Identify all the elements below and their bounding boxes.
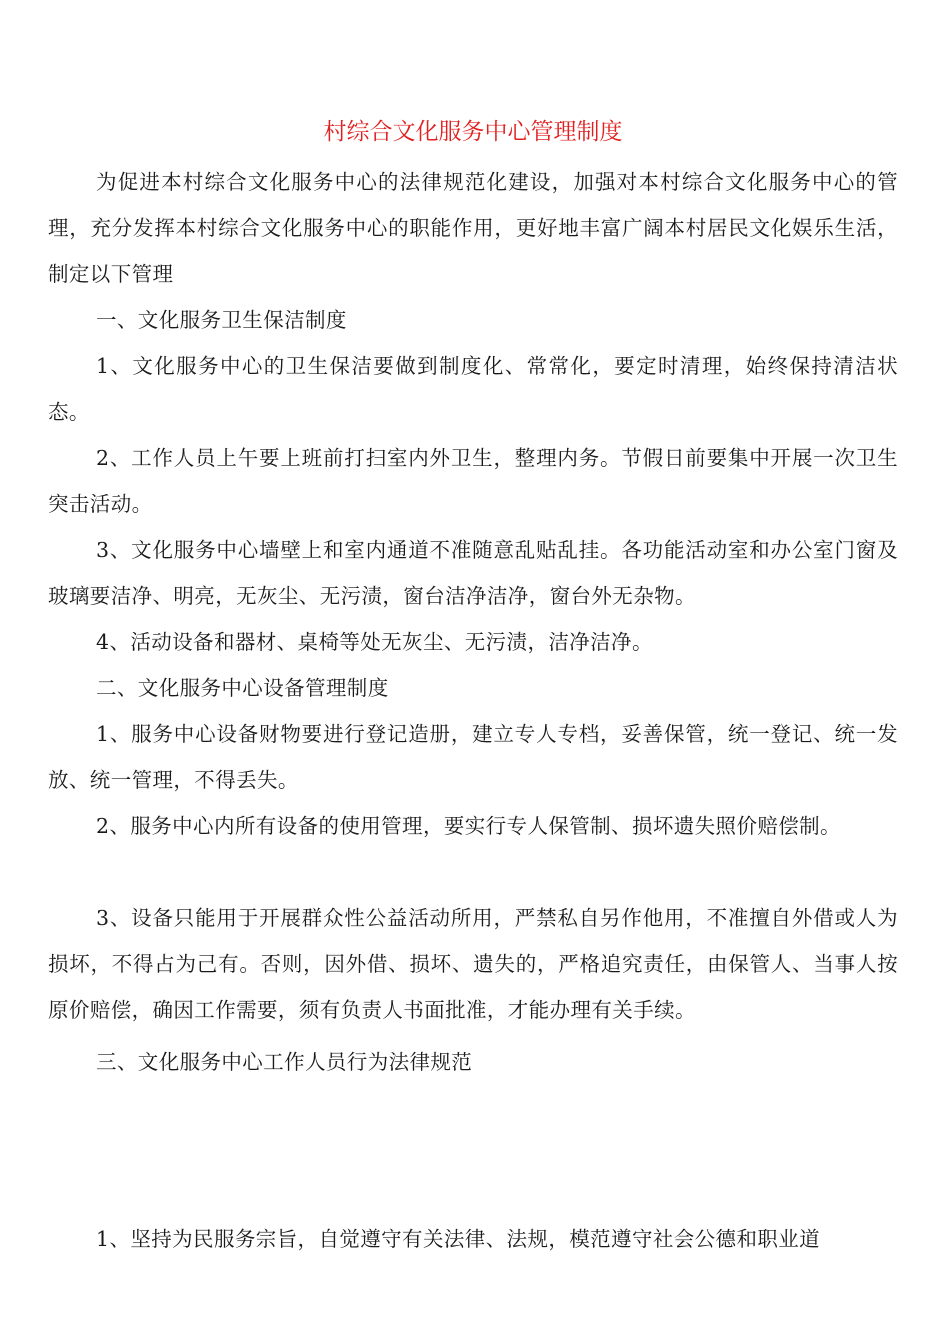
section-1-heading: 一、文化服务卫生保洁制度 <box>96 308 347 332</box>
section-1-item-3: 3、文化服务中心墙壁上和室内通道不准随意乱贴乱挂。各功能活动室和办公室门窗及玻璃要洁净、明亮，无灰尘、无污渍，窗台洁净洁净，窗台外无杂物。 <box>48 538 898 608</box>
section-2-item-1: 1、服务中心设备财物要进行登记造册，建立专人专档，妥善保管，统一登记、统一发放、统一管理，不得丢失。 <box>48 722 898 792</box>
section-2-item-3: 3、设备只能用于开展群众性公益活动所用，严禁私自另作他用，不准擅自外借或人为损坏，不得占为己有。否则，因外借、损坏、遗失的，严格追究责任，由保管人、当事人按原价赔偿，确因工作需要，须有负责人书面批准，才能办理有关手续。 <box>48 906 898 1022</box>
intro-paragraph: 为促进本村综合文化服务中心的法律规范化建设，加强对本村综合文化服务中心的管理，充分发挥本村综合文化服务中心的职能作用，更好地丰富广阔本村居民文化娱乐生活，制定以下管理 <box>48 170 898 286</box>
section-3-item-1: 1、坚持为民服务宗旨，自觉遵守有关法律、法规，模范遵守社会公德和职业道 <box>96 1227 821 1251</box>
section-2-heading: 二、文化服务中心设备管理制度 <box>96 676 389 700</box>
document-title: 村综合文化服务中心管理制度 <box>323 119 623 145</box>
section-1-item-2: 2、工作人员上午要上班前打扫室内外卫生，整理内务。节假日前要集中开展一次卫生突击活动。 <box>48 446 898 516</box>
section-3-heading: 三、文化服务中心工作人员行为法律规范 <box>96 1050 473 1074</box>
section-1-item-1: 1、文化服务中心的卫生保洁要做到制度化、常常化，要定时清理，始终保持清洁状态。 <box>48 354 898 424</box>
section-2-item-2: 2、服务中心内所有设备的使用管理，要实行专人保管制、损坏遗失照价赔偿制。 <box>96 814 841 838</box>
section-1-item-4: 4、活动设备和器材、桌椅等处无灰尘、无污渍，洁净洁净。 <box>96 630 653 654</box>
